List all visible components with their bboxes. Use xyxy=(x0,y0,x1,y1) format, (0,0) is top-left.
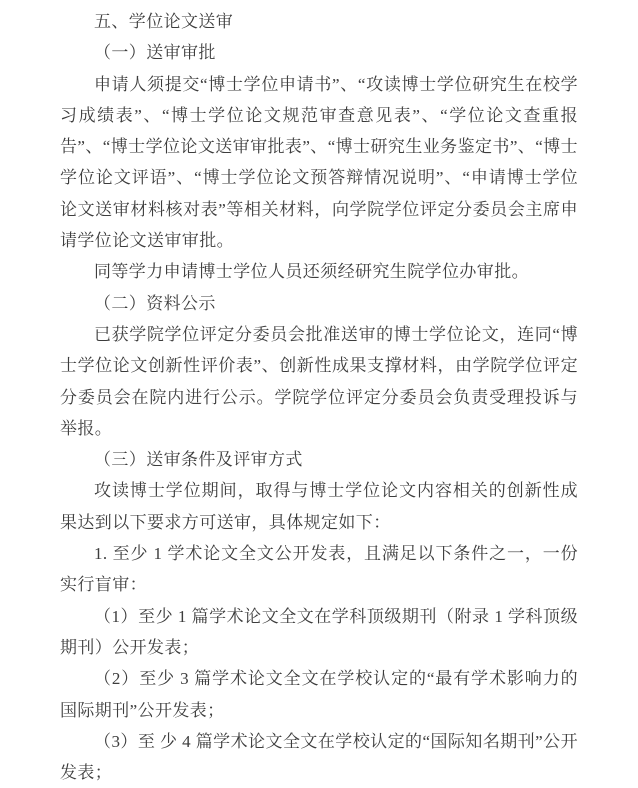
paragraph-equivalent-qualification: 同等学力申请博士学位人员还须经研究生院学位办审批。 xyxy=(94,262,529,282)
paragraph-required-materials: 申请人须提交“博士学位申请书”、“攻读博士学位研究生在校学习成绩表”、“博士学位论文规范审查意见表”、“学位论文查重报告”、“博士学位论文送审审批表”、“博士研究生业务鉴定书”、“博士学位论文评语”、“博士学位论文预答辩情况说明”、“申请博士学位论文送审材料核对表”等相关材料，向学院学位评定分委员会主席申请学位论文送审审批。 xyxy=(60,74,578,251)
subsection-heading-approval: （一）送审审批 xyxy=(94,43,216,63)
paragraph-innovation-requirement: 攻读博士学位期间，取得与博士学位论文内容相关的创新性成果达到以下要求方可送审，具体规定如下： xyxy=(60,481,578,532)
numbered-item-1: 1. 至少 1 学术论文全文公开发表，且满足以下条件之一，一份实行盲审： xyxy=(60,544,578,595)
subsection-heading-publicity: （二）资料公示 xyxy=(94,293,216,313)
sub-item-3-known-journal: （3）至 少 4 篇学术论文全文在学校认定的“国际知名期刊”公开发表； xyxy=(60,731,578,783)
section-heading-thesis-review: 五、学位论文送审 xyxy=(94,12,234,31)
sub-item-1-top-journal: （1）至少 1 篇学术论文全文在学科顶级期刊（附录 1 学科顶级期刊）公开发表； xyxy=(60,606,578,657)
paragraph-publicity-process: 已获学院学位评定分委员会批准送审的博士学位论文，连同“博士学位论文创新性评价表”、创新性成果支撑材料，由学院学位评定分委员会在院内进行公示。学院学位评定分委员会负责受理投诉与举报。 xyxy=(60,324,578,438)
subsection-heading-conditions: （三）送审条件及评审方式 xyxy=(94,450,303,470)
sub-item-2-influential-journal: （2）至少 3 篇学术论文全文在学校认定的“最有学术影响力的国际期刊”公开发表； xyxy=(60,669,578,720)
